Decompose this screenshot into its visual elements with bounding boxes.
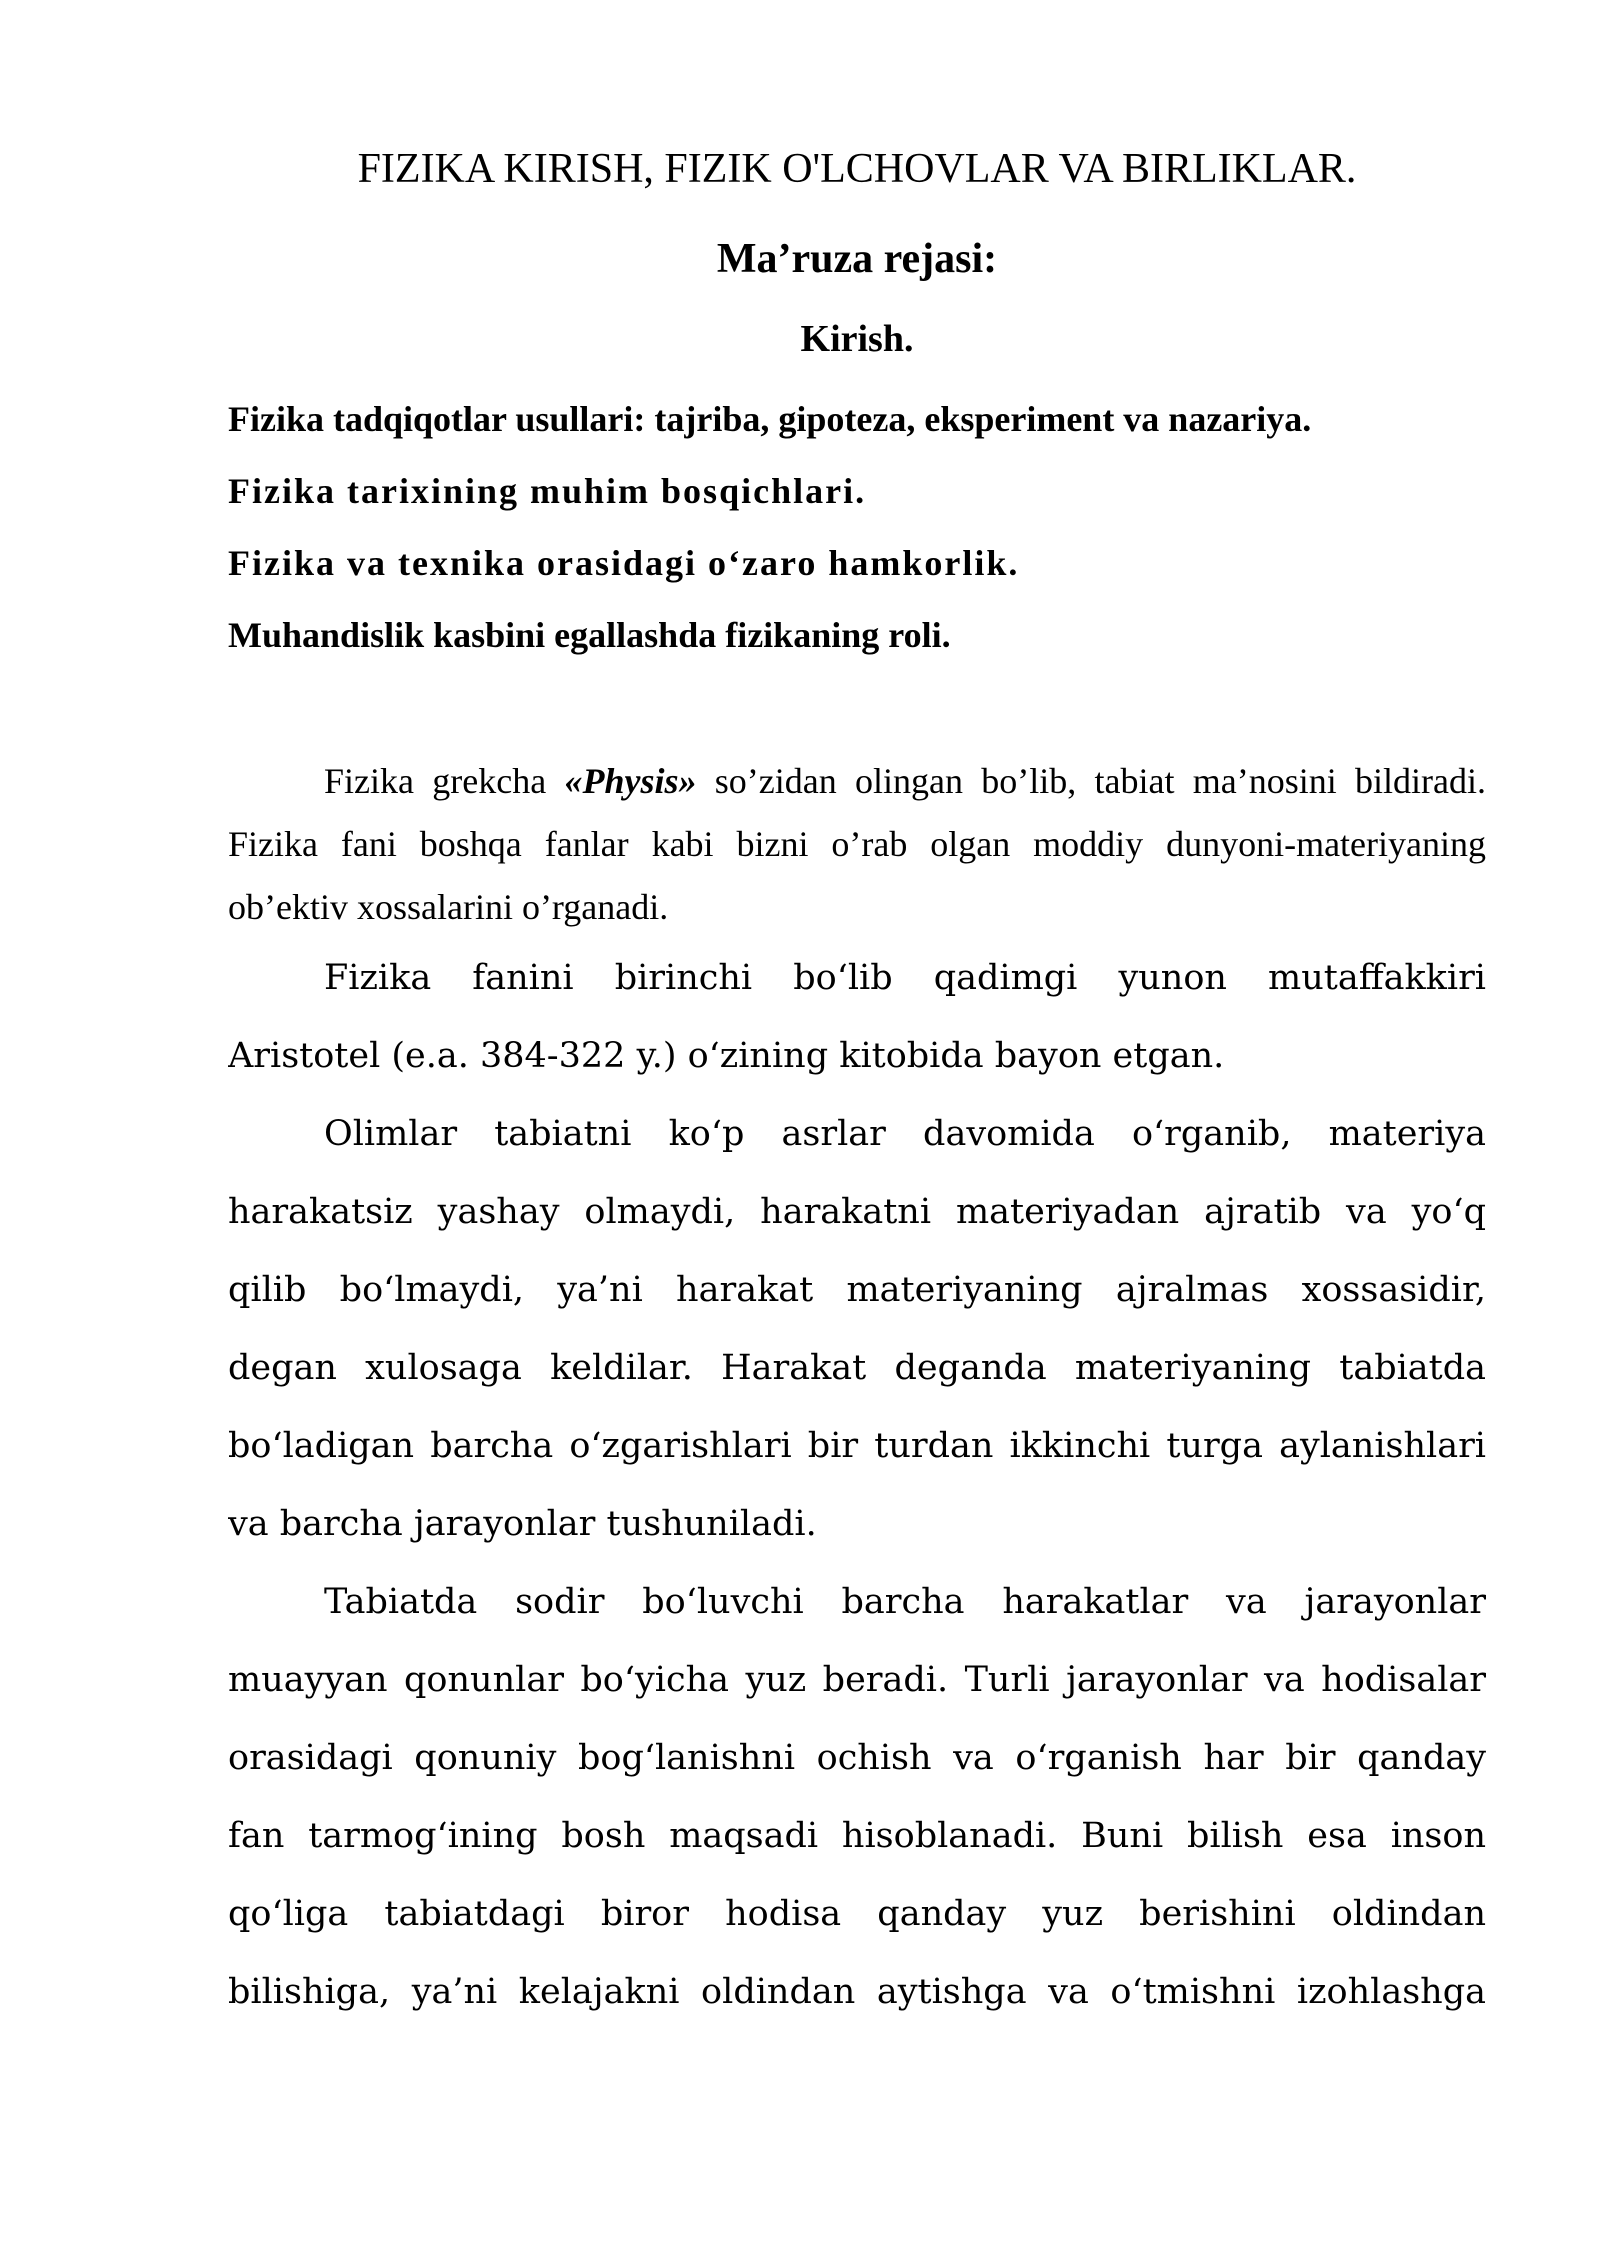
text-line: [228, 1875, 1486, 1953]
text-run: so’zidan olingan bo’lib, tabiat ma’nosini bildiradi.: [696, 761, 1486, 801]
text-line: [228, 1017, 1486, 1095]
text-line: [228, 1251, 1486, 1329]
emphasized-term: «Physis»: [564, 761, 697, 801]
text-line: [228, 1485, 1486, 1563]
text-run: orasidagi qonuniy bogʻlanishni ochish va oʻrganish har bir qanday: [228, 1738, 1486, 1778]
text-line: [228, 939, 1486, 1017]
text-run: fan tarmogʻining bosh maqsadi hisoblanadi. Buni bilish esa inson: [228, 1816, 1486, 1856]
text-run: Fizika fanini birinchi boʻlib qadimgi yunon mutaffakkiri: [324, 958, 1486, 998]
lecture-plan-heading: Ma’ruza rejasi:: [716, 236, 998, 282]
text-run: muayyan qonunlar boʻyicha yuz beradi. Turli jarayonlar va hodisalar: [228, 1660, 1486, 1700]
text-line: [228, 1329, 1486, 1407]
paragraph: [228, 750, 1486, 939]
text-run: Fizika fani boshqa fanlar kabi bizni o’rab olgan moddiy dunyoni-materiyaning: [228, 824, 1486, 864]
plan-item: Muhandislik kasbini egallashda fizikaning roli.: [228, 615, 951, 655]
text-run: degan xulosaga keldilar. Harakat deganda materiyaning tabiatda: [228, 1348, 1486, 1388]
text-line: [228, 1641, 1486, 1719]
text-run: boʻladigan barcha oʻzgarishlari bir turdan ikkinchi turga aylanishlari: [228, 1426, 1486, 1466]
text-run: harakatsiz yashay olmaydi, harakatni materiyadan ajratib va yoʻq: [228, 1192, 1486, 1232]
page-title: FIZIKA KIRISH, FIZIK O'LCHOVLAR VA BIRLIKLAR.: [357, 146, 1357, 192]
paragraph: [228, 939, 1486, 1095]
text-run: qilib boʻlmaydi, ya’ni harakat materiyaning ajralmas xossasidir,: [228, 1270, 1486, 1310]
paragraph: [228, 1095, 1486, 1563]
text-line: [228, 1797, 1486, 1875]
text-line: [228, 1173, 1486, 1251]
section-heading: Kirish.: [800, 318, 914, 360]
plan-item: Fizika tadqiqotlar usullari: tajriba, gipoteza, eksperiment va nazariya.: [228, 399, 1312, 439]
text-run: Tabiatda sodir boʻluvchi barcha harakatlar va jarayonlar: [324, 1582, 1486, 1622]
text-line: [228, 1953, 1486, 2031]
text-run: bilishiga, ya’ni kelajakni oldindan aytishga va oʻtmishni izohlashga: [228, 1972, 1486, 2012]
text-line: [228, 876, 1486, 939]
plan-item: Fizika tarixining muhim bosqichlari.: [228, 471, 867, 511]
text-line: [228, 813, 1486, 876]
text-line: [228, 1563, 1486, 1641]
text-line: [228, 1095, 1486, 1173]
body-text: [228, 750, 1486, 2031]
text-run: ob’ektiv xossalarini o’rganadi.: [228, 887, 669, 927]
text-line: [228, 750, 1486, 813]
text-run: Olimlar tabiatni koʻp asrlar davomida oʻrganib, materiya: [324, 1114, 1486, 1154]
text-run: qoʻliga tabiatdagi biror hodisa qanday yuz berishini oldindan: [228, 1894, 1486, 1934]
paragraph: [228, 1563, 1486, 2031]
text-run: Fizika grekcha: [324, 761, 565, 801]
plan-item: Fizika va texnika orasidagi oʻzaro hamkorlik.: [228, 543, 1020, 583]
text-run: va barcha jarayonlar tushuniladi.: [228, 1504, 817, 1544]
text-line: [228, 1407, 1486, 1485]
text-run: Aristotel (e.a. 384-322 y.) oʻzining kitobida bayon etgan.: [228, 1036, 1225, 1076]
text-line: [228, 1719, 1486, 1797]
plan-list: [228, 396, 1486, 658]
